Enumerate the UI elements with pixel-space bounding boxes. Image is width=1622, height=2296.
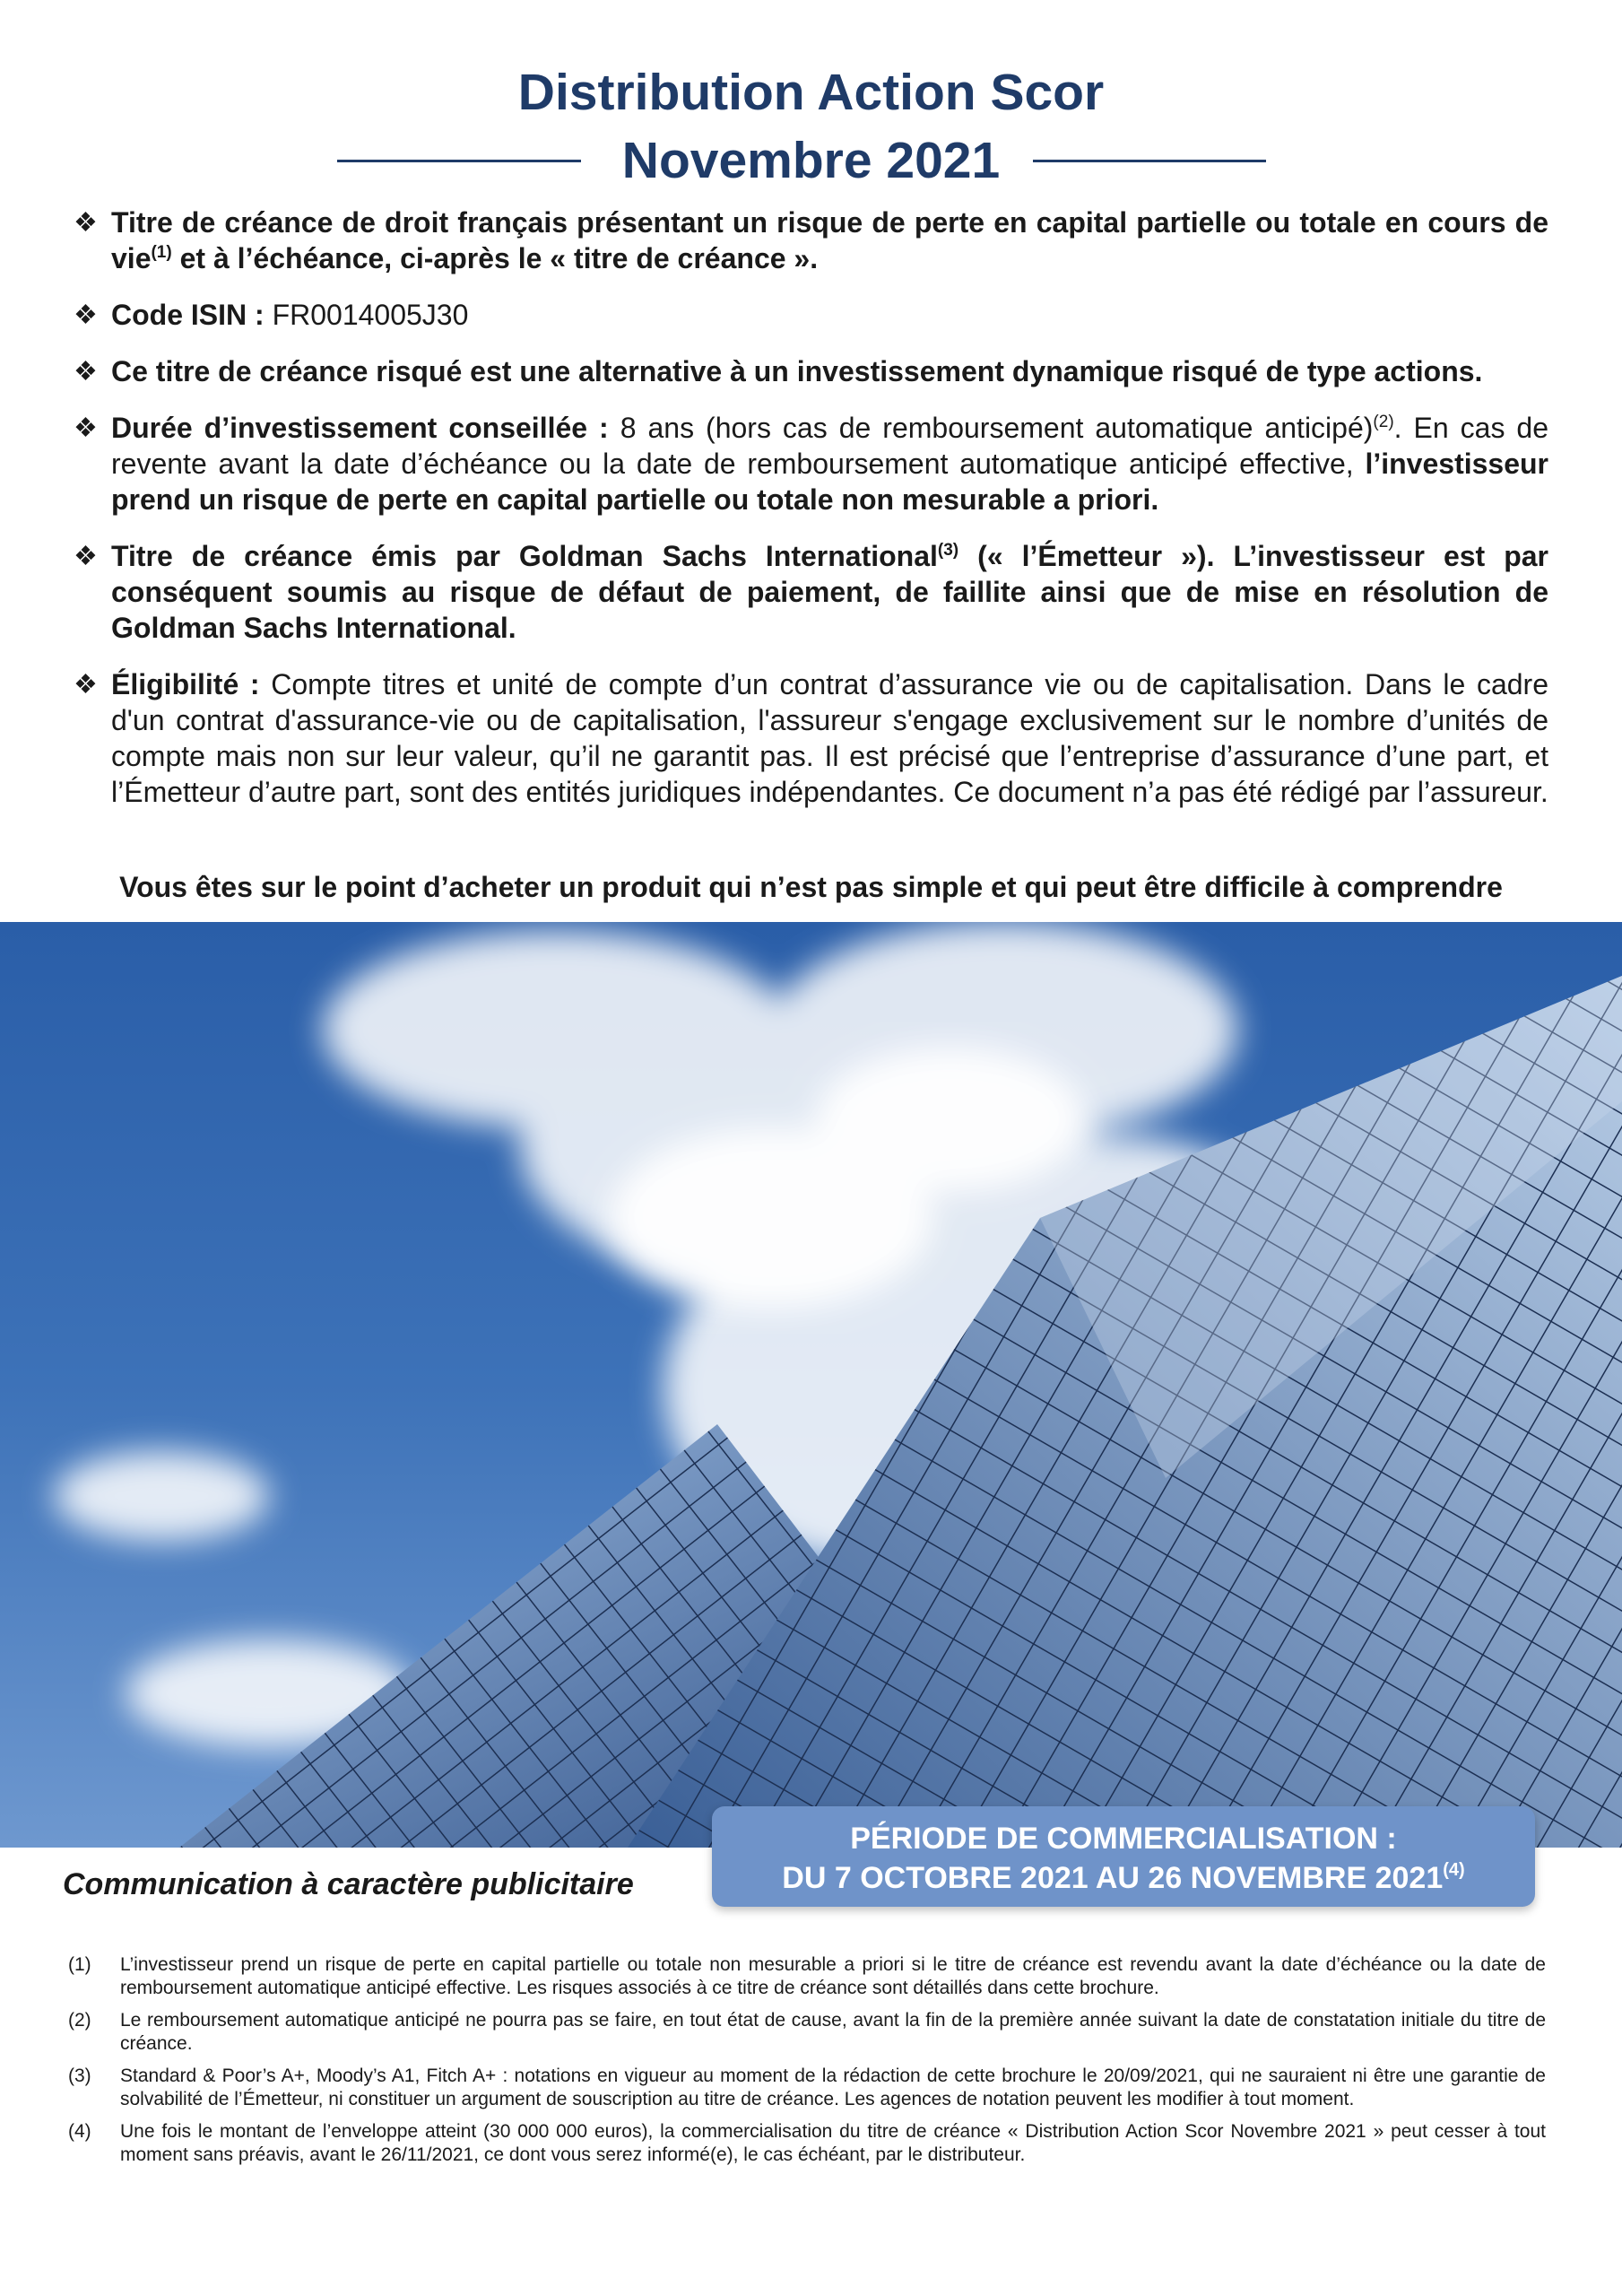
isin-label: Code ISIN : — [111, 299, 265, 331]
footnote-item — [68, 2065, 1546, 2111]
footnotes — [68, 1953, 1546, 2176]
diamond-bullet-icon: ❖ — [74, 357, 98, 387]
list-item — [74, 353, 1548, 389]
duration-label: Durée d’investissement conseillée : — [111, 412, 609, 444]
bullet-text: Titre de créance émis par Goldman Sachs International — [111, 540, 938, 572]
document-subtitle: Novembre 2021 — [621, 132, 1001, 189]
isin-value: FR0014005J30 — [264, 299, 469, 331]
list-item — [74, 297, 1548, 333]
footnote-item — [68, 2009, 1546, 2056]
eligibility-label: Éligibilité : — [111, 668, 260, 700]
footnote-ref: (3) — [937, 541, 959, 560]
footnote-number: (3) — [68, 2066, 91, 2086]
diamond-bullet-icon: ❖ — [74, 413, 98, 443]
footnote-item — [68, 1953, 1546, 2000]
footnote-number: (2) — [68, 2010, 91, 2031]
key-points-list — [74, 204, 1548, 831]
bullet-text: . En cas de revente avant la date d’échéance ou la date de remboursement automatique anticipé effective, — [111, 412, 1549, 480]
bullet-text: Ce titre de créance risqué est une alternative à un investissement dynamique risqué de type actions. — [111, 355, 1483, 387]
list-item — [74, 204, 1548, 276]
bullet-text: et à l’échéance, ci-après le « titre de créance ». — [171, 242, 819, 274]
period-title: PÉRIODE DE COMMERCIALISATION : — [850, 1822, 1397, 1856]
footnote-text: Une fois le montant de l’enveloppe atteint (30 000 000 euros), la commercialisation du titre de créance « Distribution Action Scor Novembre 2021 » peut cesser à tout moment sans préavis, avant le 26/11/2021, ce dont vous serez informé(e), le cas échéant, par le distributeur. — [120, 2121, 1546, 2165]
list-item — [74, 410, 1548, 517]
footnote-number: (4) — [68, 2121, 91, 2142]
bullet-text: Compte titres et unité de compte d’un contrat d’assurance vie ou de capitalisation. Dans le cadre d'un contrat d'assurance-vie ou de capitalisation, l'assureur s'engage exclusivement sur le nombre d’unités de compte mais non sur leur valeur, qu’il ne garantit pas. Il est précisé que l’entreprise d’assurance d’une part, et l’Émetteur d’autre part, sont des entités juridiques indépendantes. Ce document n’a pas été rédigé par l’assureur. — [111, 668, 1549, 808]
diamond-bullet-icon: ❖ — [74, 300, 98, 330]
period-dates — [712, 1858, 1535, 1898]
complexity-warning: Vous êtes sur le point d’acheter un produit qui n’est pas simple et qui peut être difficile à comprendre — [119, 871, 1503, 903]
footnote-number: (1) — [68, 1954, 91, 1975]
diamond-bullet-icon: ❖ — [74, 208, 98, 238]
diamond-bullet-icon: ❖ — [74, 542, 98, 571]
title-rule-right — [1033, 160, 1266, 162]
bullet-text: 8 ans (hors cas de remboursement automatique anticipé) — [608, 412, 1374, 444]
diamond-bullet-icon: ❖ — [74, 670, 98, 700]
footnote-text: Standard & Poor’s A+, Moody’s A1, Fitch A+ : notations en vigueur au moment de la rédaction de cette brochure le 20/09/2021, qui ne sauraient ni être une garantie de solvabilité de l’Émetteur, ni constituer un argument de souscription au titre de créance. Les agences de notation peuvent les modifier à tout moment. — [120, 2066, 1546, 2109]
footnote-ref: (2) — [1373, 413, 1394, 431]
footnote-item — [68, 2120, 1546, 2167]
list-item — [74, 666, 1548, 810]
footnote-ref: (4) — [1443, 1860, 1465, 1880]
hero-image-glass-buildings — [0, 922, 1622, 1848]
document-title: Distribution Action Scor — [517, 64, 1105, 121]
bullet-text: (« l’Émetteur »). L’investisseur est par conséquent soumis au risque de défaut de paiement, de faillite ainsi que de mise en résolution de Goldman Sachs International. — [111, 540, 1548, 644]
footnote-text: Le remboursement automatique anticipé ne pourra pas se faire, en tout état de cause, avant la fin de la première année suivant la date de constatation initiale du titre de créance. — [120, 2010, 1546, 2054]
list-item — [74, 538, 1548, 646]
commercialisation-period-box — [712, 1806, 1535, 1907]
period-dates-text: DU 7 OCTOBRE 2021 AU 26 NOVEMBRE 2021 — [782, 1861, 1444, 1895]
footnote-text: L’investisseur prend un risque de perte en capital partielle ou totale non mesurable a priori si le titre de créance est revendu avant la date d’échéance ou la date de remboursement automatique anticipé effective. Les risques associés à ce titre de créance sont détaillés dans cette brochure. — [120, 1954, 1546, 1998]
bullet-text: Titre de créance de droit français présentant un risque de perte en capital partielle ou totale en cours de vie — [111, 206, 1548, 274]
bullet-text: l’investisseur prend un risque de perte en capital partielle ou totale non mesurable a priori. — [111, 448, 1548, 516]
footnote-ref: (1) — [151, 243, 172, 262]
advertising-notice: Communication à caractère publicitaire — [63, 1867, 634, 1901]
